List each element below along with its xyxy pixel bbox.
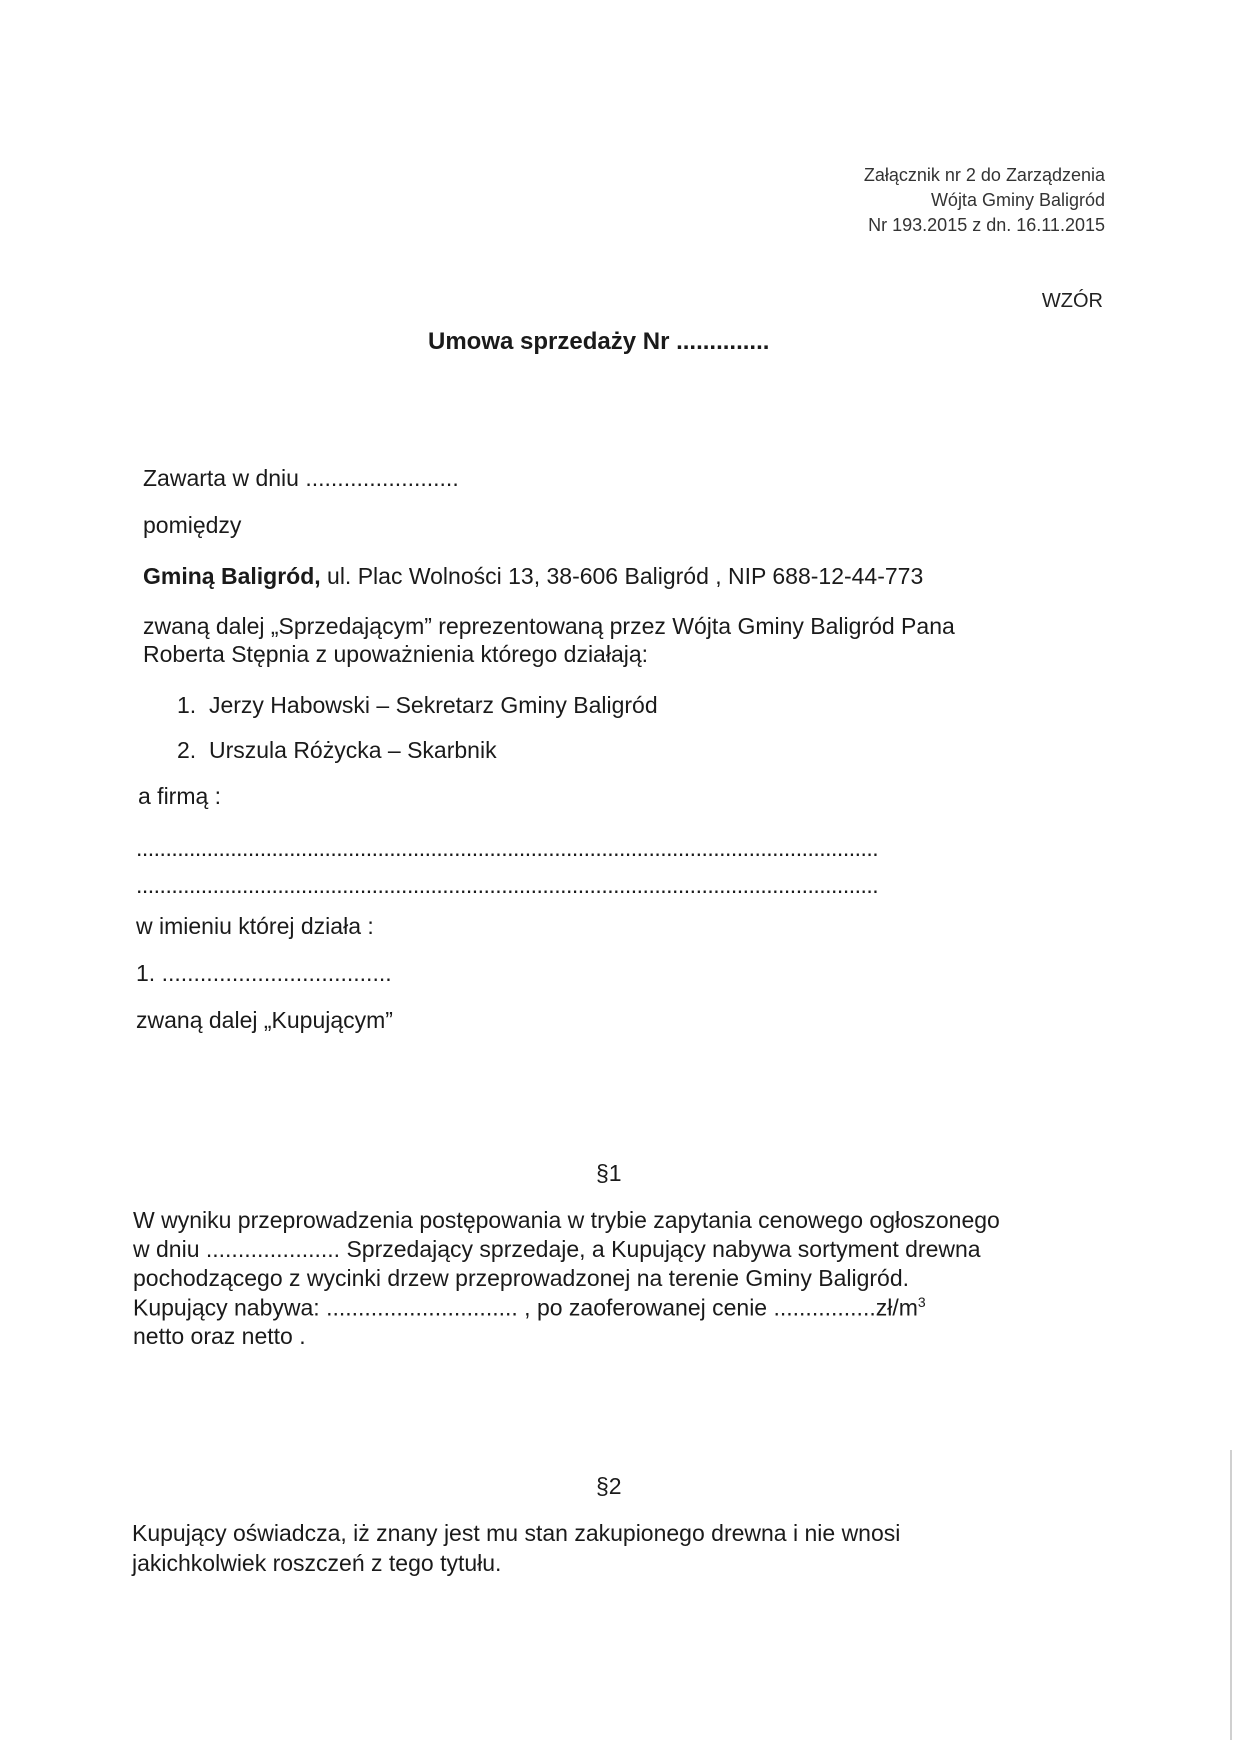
section-2-heading: §2 bbox=[596, 1473, 622, 1499]
on-behalf-label: w imieniu której działa : bbox=[136, 913, 374, 939]
and-company-label: a firmą : bbox=[138, 783, 222, 809]
seller-rep-item bbox=[177, 737, 497, 764]
section-1-line-5: netto oraz netto . bbox=[133, 1323, 306, 1349]
header-line-2: Wójta Gminy Baligród bbox=[930, 190, 1105, 210]
between-label: pomiędzy bbox=[143, 512, 242, 538]
header-line-3: Nr 193.2015 z dn. 16.11.2015 bbox=[868, 215, 1105, 235]
attachment-header bbox=[864, 163, 1105, 238]
scan-edge-line bbox=[1230, 1450, 1232, 1740]
section-1-line-2: w dniu ..................... Sprzedający sprzedaje, a Kupujący nabywa sortyment drewna bbox=[133, 1236, 981, 1262]
seller-rep-text: Urszula Różycka – Skarbnik bbox=[208, 737, 497, 763]
section-1-heading: §1 bbox=[596, 1160, 622, 1186]
list-number: 2. bbox=[177, 737, 197, 763]
seller-name: Gminą Baligród, bbox=[143, 563, 321, 589]
template-label: WZÓR bbox=[1041, 290, 1103, 312]
seller-rep-text: Jerzy Habowski – Sekretarz Gminy Baligród bbox=[208, 692, 658, 718]
seller-represented-line-1: zwaną dalej „Sprzedającym” reprezentowaną przez Wójta Gminy Baligród Pana bbox=[143, 613, 955, 639]
company-blank-line-2: .............................................................................................................................. bbox=[136, 872, 879, 898]
company-blank-line-1: .............................................................................................................................. bbox=[136, 835, 879, 861]
concluded-on-line: Zawarta w dniu ........................ bbox=[143, 465, 459, 491]
list-number: 1. bbox=[177, 692, 197, 718]
buyer-rep-line: 1. .................................... bbox=[136, 960, 392, 986]
buyer-called-label: zwaną dalej „Kupującym” bbox=[136, 1007, 393, 1033]
section-2-line-1: Kupujący oświadcza, iż znany jest mu stan zakupionego drewna i nie wnosi bbox=[132, 1520, 901, 1546]
section-1-line-3: pochodzącego z wycinki drzew przeprowadzonej na terenie Gminy Baligród. bbox=[133, 1265, 910, 1291]
purchase-price-text: Kupujący nabywa: .............................. , po zaoferowanej cenie ................zł/m bbox=[133, 1294, 918, 1321]
seller-address: ul. Plac Wolności 13, 38-606 Baligród , NIP 688-12-44-773 bbox=[320, 563, 924, 589]
seller-rep-item bbox=[177, 692, 658, 719]
seller-represented-line-2: Roberta Stępnia z upoważnienia którego działają: bbox=[143, 641, 649, 667]
section-1-line-4 bbox=[133, 1294, 926, 1322]
header-line-1: Załącznik nr 2 do Zarządzenia bbox=[863, 165, 1105, 185]
section-1-line-1: W wyniku przeprowadzenia postępowania w trybie zapytania cenowego ogłoszonego bbox=[133, 1207, 1000, 1233]
document-title: Umowa sprzedaży Nr .............. bbox=[428, 328, 770, 355]
section-2-line-2: jakichkolwiek roszczeń z tego tytułu. bbox=[132, 1550, 502, 1576]
cubic-superscript: 3 bbox=[917, 1294, 926, 1310]
seller-line bbox=[143, 563, 923, 590]
